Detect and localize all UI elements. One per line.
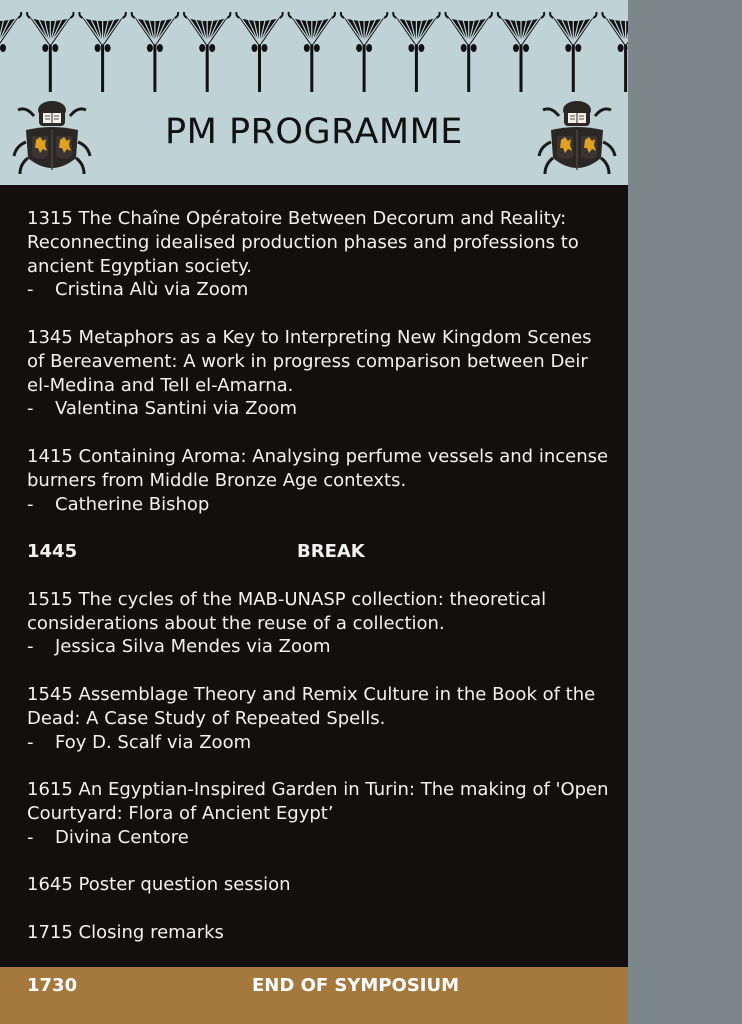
session-heading: [27, 778, 612, 826]
break-time: 1445: [27, 541, 78, 563]
session-speaker-line: [27, 826, 612, 850]
break-label: BREAK: [297, 541, 365, 563]
footer-bar: [0, 967, 628, 1024]
schedule-list: [27, 207, 612, 969]
session-time: 1415: [27, 445, 73, 467]
session-heading: [27, 588, 612, 636]
session-heading: [27, 445, 612, 493]
session-item: [27, 778, 612, 849]
session-item: [27, 921, 612, 945]
session-item: [27, 326, 612, 421]
session-time: 1645: [27, 874, 73, 896]
session-title: Containing Aroma: Analysing perfume vessels and incense burners from Middle Bronze Age contexts.: [27, 445, 609, 491]
session-time: 1515: [27, 588, 73, 610]
session-heading: [27, 207, 612, 278]
session-title: Closing remarks: [78, 921, 224, 943]
session-speaker: Catherine Bishop: [55, 493, 210, 515]
session-speaker-line: [27, 278, 612, 302]
session-time: 1315: [27, 208, 73, 229]
session-item: [27, 873, 612, 897]
session-title: An Egyptian-Inspired Garden in Turin: The making of 'Open Courtyard: Flora of Ancient Egypt’: [27, 779, 609, 824]
session-title: The cycles of the MAB-UNASP collection: theoretical considerations about the reuse of a collection.: [27, 588, 547, 634]
dash-marker: -: [27, 826, 34, 848]
session-speaker-line: [27, 635, 612, 659]
session-heading: [27, 326, 612, 397]
programme-header: [0, 0, 628, 185]
session-item: [27, 207, 612, 302]
session-speaker: Jessica Silva Mendes via Zoom: [55, 636, 331, 658]
session-speaker: Foy D. Scalf via Zoom: [55, 731, 252, 753]
papyrus-frieze-icon: [0, 0, 628, 92]
footer-label: END OF SYMPOSIUM: [252, 975, 460, 996]
session-title: The Chaîne Opératoire Between Decorum and Reality: Reconnecting idealised production phases and professions to ancient Egyptian society.: [27, 208, 579, 277]
session-speaker: Valentina Santini via Zoom: [55, 398, 297, 420]
dash-marker: -: [27, 636, 34, 658]
session-speaker: Cristina Alù via Zoom: [55, 279, 249, 301]
session-title: Assemblage Theory and Remix Culture in the Book of the Dead: A Case Study of Repeated Spells.: [27, 683, 596, 729]
session-speaker-line: [27, 397, 612, 421]
session-time: 1545: [27, 683, 73, 705]
session-title: Metaphors as a Key to Interpreting New Kingdom Scenes of Bereavement: A work in progress comparison between Deir el-Medina and Tell el-Amarna.: [27, 326, 592, 396]
dash-marker: -: [27, 493, 34, 515]
session-item: [27, 445, 612, 516]
dash-marker: -: [27, 398, 34, 420]
session-time: 1615: [27, 779, 73, 801]
session-title: Poster question session: [78, 874, 291, 896]
break-row: [27, 540, 612, 564]
session-speaker-line: [27, 731, 612, 755]
footer-time: 1730: [27, 975, 78, 996]
dash-marker: -: [27, 279, 34, 301]
session-item: [27, 588, 612, 659]
page-title: PM PROGRAMME: [165, 112, 463, 152]
session-speaker: Divina Centore: [55, 826, 189, 848]
session-item: [27, 683, 612, 754]
session-speaker-line: [27, 493, 612, 517]
session-heading: [27, 683, 612, 731]
dash-marker: -: [27, 731, 34, 753]
session-time: 1345: [27, 326, 73, 348]
session-time: 1715: [27, 921, 73, 943]
